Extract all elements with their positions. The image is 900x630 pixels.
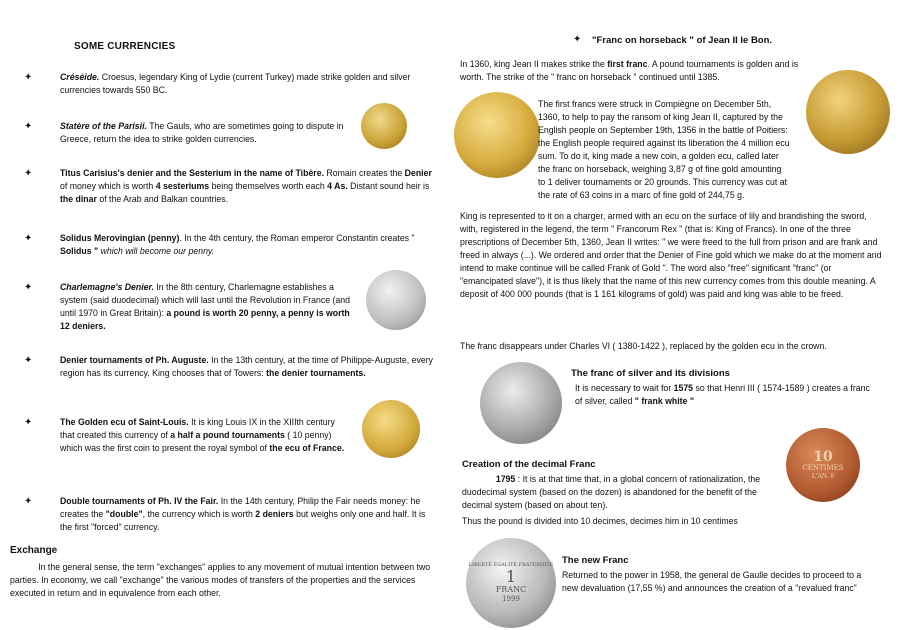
coin-value: 10 <box>813 448 833 465</box>
bullet-icon: ✦ <box>24 121 33 132</box>
item-text-bold: 4 sesteriums <box>155 181 210 191</box>
item-text: . In the 4th century, the Roman emperor Constantin creates " <box>179 233 415 243</box>
item-text: In the 8th century, Charlemagne establishes a system (said duodecimal) which will last until the Revolution in France (and until 1970 in Great Britain): <box>60 282 350 318</box>
item-text: being themselves worth each <box>209 181 328 191</box>
item-text-bold: 2 deniers <box>255 509 294 519</box>
item-title: Double tournaments of Ph. IV the Fair. <box>60 496 219 506</box>
paragraph-text-bold: first franc <box>607 59 648 69</box>
item-text-italic: which will become our penny. <box>98 246 215 256</box>
list-item <box>60 71 436 97</box>
ten-centimes-coin-image <box>786 428 860 502</box>
franc-paragraph-3: King is represented to it on a charger, armed with an ecu on the surface of lily and brandishing the sword, with, registered in the legend, the term " Francorum Rex " (that is: King of Francs). In one of the three prescriptions of December 5th, 1360, Jean II writes: " we were freed to the full from prison and are frank and freed in always (...). We ordered and order that the Denier of Fine gold which we make do at the moment and intend to make continue will be called Frank of Gold ". The word also "free" significant "franc" (or "emancipated slave"), it is thus likely that the name of this new currency comes from this double meaning. A deposit of 400 000 pounds (that is 1 161 kilograms of gold) was paid and king was able to be freed. <box>460 211 882 299</box>
paragraph-text-bold: " frank white " <box>634 396 695 406</box>
paragraph-text: In 1360, king Jean II makes strike the <box>460 59 608 69</box>
list-item <box>60 495 436 534</box>
item-title: Créséide. <box>60 72 100 82</box>
item-text-bold: Denier <box>404 168 432 178</box>
item-text-bold: Solidus " <box>60 246 99 256</box>
bullet-icon: ✦ <box>573 34 582 45</box>
statere-coin-image <box>361 103 407 149</box>
item-text: Romain creates the <box>324 168 405 178</box>
denier-coin-image <box>366 270 426 330</box>
paragraph-text-bold: 1795 <box>495 474 516 484</box>
franc-paragraph-4: The franc disappears under Charles VI ( 1380-1422 ), replaced by the golden ecu in the crown. <box>460 341 827 351</box>
item-text: but weighs only one and half. It is the first "forced" currency. <box>60 509 426 532</box>
franc-paragraph-2: The first francs were struck in Compiègne on December 5th, 1360, to help to pay the ransom of king Jean II, captured by the English people on September 19th, 1356 in the battle of Poitiers: the English people required against its liberation the 4 million ecu sum. To do it, king made a new coin, a golden ecu, called later the franc on horseback, weighing 3,87 g of fine gold amounting to 1 deliver tournaments or 20 grounds. This currency was cut at the rate of 63 coins in a marc of fine gold of 244,75 g. <box>538 99 790 200</box>
item-text: Croesus, legendary King of Lydie (current Turkey) made strike golden and silver currencies towards 550 BC. <box>60 72 411 95</box>
coin-value: 1 <box>505 567 517 586</box>
item-text-bold: the dinar <box>60 194 97 204</box>
item-text: , the currency which is worth <box>142 509 256 519</box>
item-text-bold: "double" <box>105 509 143 519</box>
paragraph-text: : It is at that time that, in a global concern of rationalization, the duodecimal system (based on the dozen) is abandoned for the benefit of the decimal system (based on about ten). <box>462 474 761 510</box>
franc-reverse-coin-image <box>806 70 890 154</box>
item-text: Distant sound heir is <box>347 181 430 191</box>
list-item <box>60 120 351 146</box>
silver-franc-coin-image <box>480 362 562 444</box>
coin-year: L'AN. 8 <box>811 472 835 480</box>
ecu-coin-image <box>362 400 420 458</box>
silver-franc-title: The franc of silver and its divisions <box>571 368 730 379</box>
new-franc-title: The new Franc <box>562 555 629 566</box>
coin-label: CENTIMES <box>802 463 844 472</box>
item-text-bold: the ecu of France. <box>269 443 345 453</box>
list-item <box>60 416 351 455</box>
item-text: of the Arab and Balkan countries. <box>96 194 229 204</box>
coin-unit: FRANC <box>495 585 527 594</box>
decimal-franc-text-2: Thus the pound is divided into 10 decimes, decimes him in 10 centimes <box>462 516 738 526</box>
list-item <box>60 232 436 258</box>
bullet-icon: ✦ <box>24 417 33 428</box>
item-text: The Gauls, who are sometimes going to dispute in Greece, return the idea to strike golden currencies. <box>60 121 344 144</box>
new-franc-text: Returned to the power in 1958, the general de Gaulle decides to proceed to a new devaluation (17,55 %) and announces the creation of a "revalued franc" <box>562 570 862 593</box>
bullet-icon: ✦ <box>24 355 33 366</box>
item-title: Charlemagne's Denier. <box>60 282 154 292</box>
item-title: Titus Carisius's denier and the Sesterium in the name of Tibère. <box>60 168 325 178</box>
coin-legend: LIBERTÉ ÉGALITÉ FRATERNITÉ <box>468 562 554 568</box>
exchange-text: In the general sense, the term "exchanges" applies to any movement of mutual intention between two parties. In economy, we call "exchange" the various modes of transfers of the properties and the services executed in return and in equivalence from each other. <box>10 562 431 598</box>
franc-obverse-coin-image <box>454 92 540 178</box>
item-text: In the 14th century, Philip the Fair needs money: he creates the <box>60 496 421 519</box>
paragraph-text: It is necessary to wait for <box>575 383 674 393</box>
section-title: SOME CURRENCIES <box>74 41 176 52</box>
franc-title: "Franc on horseback " of Jean II le Bon. <box>592 35 773 46</box>
paragraph-text-bold: 1575 <box>673 383 694 393</box>
item-text: of money which is worth <box>60 181 156 191</box>
bullet-icon: ✦ <box>24 233 33 244</box>
bullet-icon: ✦ <box>24 168 33 179</box>
paragraph-text: . A pound tournaments is golden and is worth. The strike of the " franc on horseback " continued until 1385. <box>460 59 799 82</box>
bullet-icon: ✦ <box>24 72 33 83</box>
item-text-bold: a half a pound tournaments <box>170 430 285 440</box>
item-text: In the 13th century, at the time of Philippe-Auguste, every region has its currency. King chooses that of Towers: <box>60 355 434 378</box>
silver-franc-text <box>575 382 878 408</box>
decimal-franc-text <box>462 473 780 512</box>
item-title: Denier tournaments of Ph. Auguste. <box>60 355 209 365</box>
list-item <box>60 167 436 206</box>
item-title: The Golden ecu of Saint-Louis. <box>60 417 189 427</box>
item-text: It is king Louis IX in the XIIIth century that created this currency of <box>60 417 335 440</box>
semeuse-franc-coin-image <box>466 538 556 628</box>
coin-year: 1999 <box>502 595 520 603</box>
list-item <box>60 281 351 333</box>
bullet-icon: ✦ <box>24 282 33 293</box>
decimal-franc-title: Creation of the decimal Franc <box>462 459 596 470</box>
item-title: Solidus Merovingian (penny) <box>60 233 180 243</box>
list-item <box>60 354 436 380</box>
exchange-heading: Exchange <box>10 545 58 556</box>
item-text-bold: the denier tournaments. <box>266 368 366 378</box>
bullet-icon: ✦ <box>24 496 33 507</box>
item-text: ( 10 penny) which was the first coin to present the royal symbol of <box>60 430 332 453</box>
franc-paragraph-1 <box>460 58 810 84</box>
item-text-bold: 4 As. <box>327 181 348 191</box>
paragraph-text: so that Henri III ( 1574-1589 ) creates a franc of silver, called <box>575 383 870 406</box>
item-title: Statère of the Parisii. <box>60 121 147 131</box>
item-text-bold: a pound is worth 20 penny, a penny is worth 12 deniers. <box>60 308 350 331</box>
